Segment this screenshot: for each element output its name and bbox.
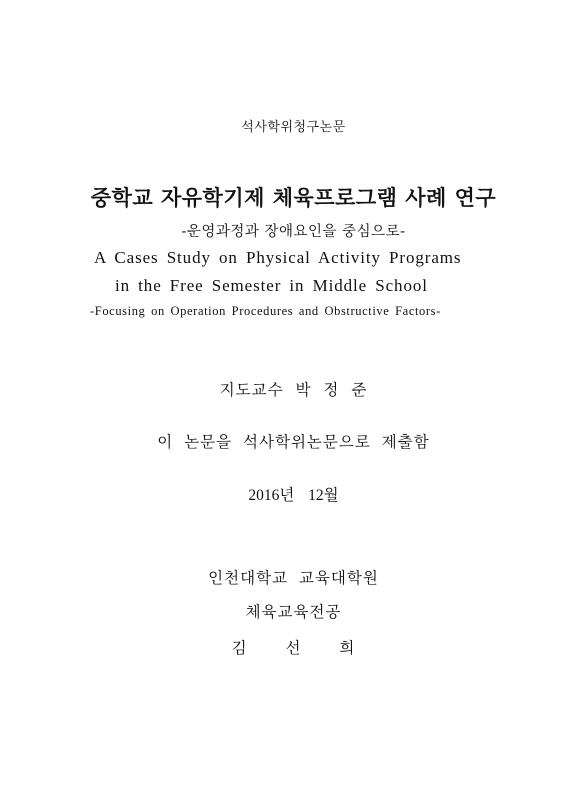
thesis-subtitle-korean: -운영과정과 장애요인을 중심으로- [181, 224, 406, 240]
thesis-title-korean: 중학교 자유학기제 체육프로그램 사례 연구 [90, 186, 497, 210]
thesis-title-english-line-2: in the Free Semester in Middle School [115, 276, 428, 295]
degree-label: 석사학위청구논문 [241, 120, 346, 135]
thesis-title-english-line-1: A Cases Study on Physical Activity Programs [94, 248, 462, 267]
school-name: 인천대학교 교육대학원 [208, 569, 379, 587]
submission-date: 2016년 12월 [248, 487, 339, 504]
advisor-line: 지도교수 박 정 준 [219, 381, 368, 399]
submission-statement: 이 논문을 석사학위논문으로 제출함 [157, 433, 430, 451]
author-name: 김 선 희 [231, 639, 356, 657]
thesis-subtitle-english: -Focusing on Operation Procedures and Obstructive Factors- [90, 304, 441, 318]
major-name: 체육교육전공 [245, 603, 342, 621]
